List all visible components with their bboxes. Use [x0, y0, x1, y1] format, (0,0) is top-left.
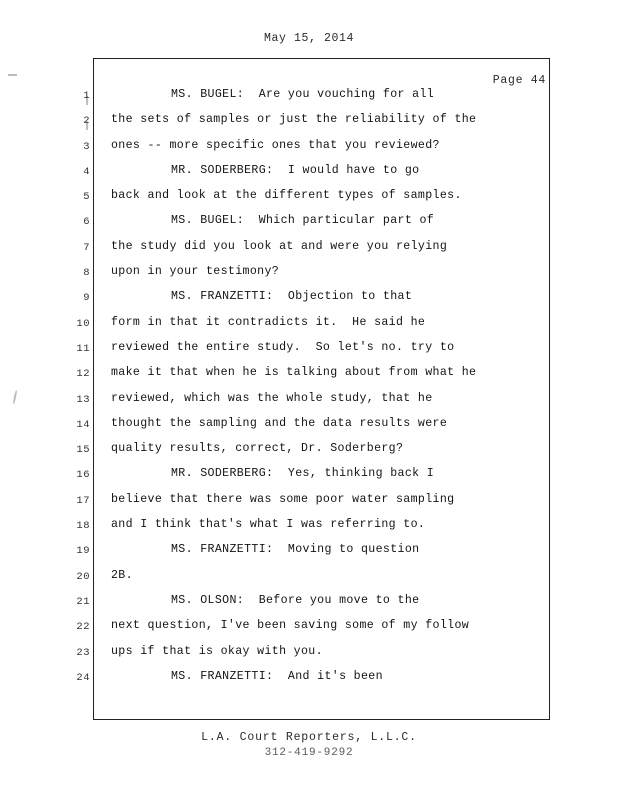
transcript-line [0, 543, 618, 568]
page-number: Page 44 [492, 74, 546, 87]
line-text: back and look at the different types of samples. [111, 189, 462, 203]
line-text: the study did you look at and were you relying [111, 239, 448, 253]
line-number: 19 [76, 545, 90, 558]
scan-artifact [8, 74, 17, 76]
transcript-body [0, 88, 618, 695]
line-number: 23 [76, 646, 90, 659]
line-text: MS. FRANZETTI: And it's been [171, 669, 383, 683]
line-text: the sets of samples or just the reliability of the [111, 113, 477, 127]
line-text: form in that it contradicts it. He said he [111, 315, 426, 329]
transcript-line [0, 341, 618, 366]
transcript-line [0, 265, 618, 290]
line-text: MR. SODERBERG: I would have to go [171, 163, 420, 177]
line-number: 21 [76, 595, 90, 608]
footer-phone-number: 312-419-9292 [264, 747, 354, 759]
transcript-line [0, 113, 618, 138]
line-text: make it that when he is talking about from what he [111, 366, 477, 380]
line-text: 2B. [111, 568, 133, 582]
footer-firm-name: L.A. Court Reporters, L.L.C. [201, 731, 417, 744]
line-number: 8 [83, 267, 90, 280]
line-number: 7 [83, 241, 90, 254]
line-number: 14 [76, 418, 90, 431]
transcript-line [0, 569, 618, 594]
line-text: MS. FRANZETTI: Objection to that [171, 290, 413, 304]
line-text: and I think that's what I was referring to. [111, 518, 426, 532]
line-number: 18 [76, 520, 90, 533]
line-text: upon in your testimony? [111, 265, 280, 279]
transcript-line [0, 645, 618, 670]
line-number: 24 [76, 671, 90, 684]
transcript-line [0, 88, 618, 113]
transcript-line [0, 316, 618, 341]
transcript-line [0, 240, 618, 265]
date-header: May 15, 2014 [263, 32, 354, 45]
line-text: ups if that is okay with you. [111, 644, 323, 658]
line-text: reviewed, which was the whole study, that he [111, 391, 433, 405]
line-number: 4 [83, 165, 90, 178]
line-number: 11 [76, 342, 90, 355]
line-text: MS. BUGEL: Are you vouching for all [171, 88, 435, 101]
transcript-line [0, 164, 618, 189]
line-number: 15 [76, 444, 90, 457]
transcript-line [0, 290, 618, 315]
line-number: 6 [83, 216, 90, 229]
line-text: thought the sampling and the data results were [111, 416, 448, 430]
transcript-line [0, 467, 618, 492]
line-number: 16 [76, 469, 90, 482]
line-number: 12 [76, 368, 90, 381]
line-text: ones -- more specific ones that you reviewed? [111, 138, 440, 152]
line-text: MR. SODERBERG: Yes, thinking back I [171, 467, 435, 481]
line-text: MS. BUGEL: Which particular part of [171, 214, 435, 228]
transcript-line [0, 366, 618, 391]
transcript-line [0, 594, 618, 619]
line-text: quality results, correct, Dr. Soderberg? [111, 442, 404, 456]
transcript-line [0, 417, 618, 442]
transcript-line [0, 214, 618, 239]
transcript-line [0, 442, 618, 467]
line-number: 22 [76, 621, 90, 634]
line-text: next question, I've been saving some of my follow [111, 619, 470, 633]
line-number: 2 [83, 115, 90, 128]
transcript-line [0, 670, 618, 695]
line-text: MS. OLSON: Before you move to the [171, 593, 420, 607]
line-number: 13 [76, 393, 90, 406]
line-number: 5 [83, 191, 90, 204]
transcript-line [0, 493, 618, 518]
line-number: 20 [76, 570, 90, 583]
line-number: 9 [83, 292, 90, 305]
line-text: MS. FRANZETTI: Moving to question [171, 543, 420, 557]
line-number: 17 [76, 494, 90, 507]
line-number: 3 [83, 140, 90, 153]
transcript-line [0, 139, 618, 164]
line-text: reviewed the entire study. So let's no. try to [111, 340, 455, 354]
transcript-line [0, 518, 618, 543]
line-text: believe that there was some poor water sampling [111, 492, 455, 506]
transcript-line [0, 619, 618, 644]
transcript-line [0, 392, 618, 417]
line-number: 1 [83, 90, 90, 102]
line-number: 10 [76, 317, 90, 330]
transcript-line [0, 189, 618, 214]
